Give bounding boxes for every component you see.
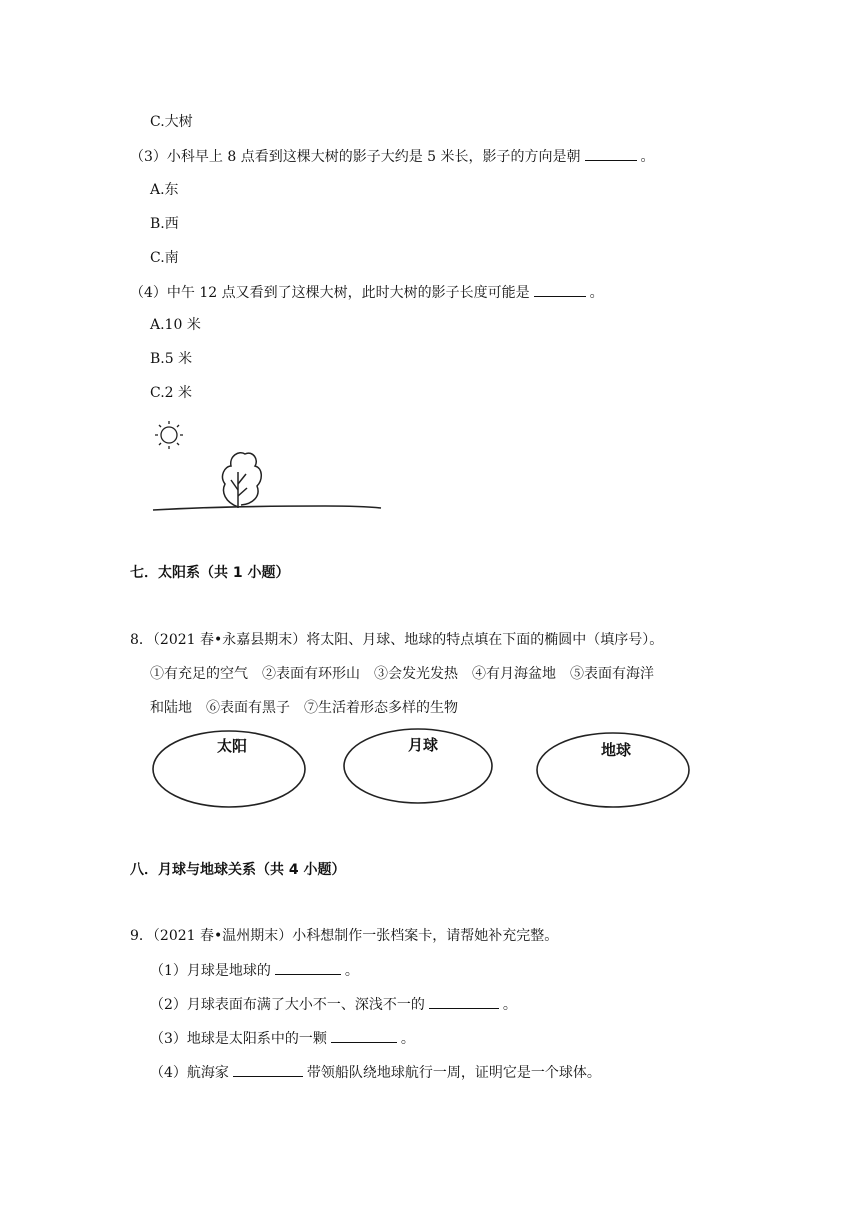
q9-sub4-text: （4）航海家 <box>150 1065 229 1081</box>
q9-sub1 <box>150 960 359 981</box>
q9-sub4 <box>150 1062 601 1083</box>
q8-features-line2: 和陆地 ⑥表面有黑子 ⑦生活着形态多样的生物 <box>150 700 458 716</box>
q8-features-line1: ①有充足的空气 ②表面有环形山 ③会发光发热 ④有月海盆地 ⑤表面有海洋 <box>150 666 654 682</box>
q9-sub4-end: 带领船队绕地球航行一周，证明它是一个球体。 <box>306 1065 601 1081</box>
q8-stem: 8．（2021 春•永嘉县期末）将太阳、月球、地球的特点填在下面的椭圆中（填序号）。 <box>130 632 664 648</box>
q8-ellipses <box>145 725 715 813</box>
answer-blank <box>331 1028 397 1043</box>
q7-sub3-option-b: B.西 <box>150 216 179 232</box>
q9-sub3-end: 。 <box>400 1031 415 1047</box>
answer-blank <box>429 994 499 1009</box>
q9-sub1-end: 。 <box>344 963 359 979</box>
sun-ellipse-label: 太阳 <box>217 737 248 755</box>
q7-sub3-option-c: C.南 <box>150 250 179 266</box>
answer-blank <box>534 282 586 297</box>
answer-blank <box>233 1062 303 1077</box>
sun-icon <box>155 421 183 449</box>
q7-sub4-option-c: C.2 米 <box>150 385 193 401</box>
q9-sub3 <box>150 1028 415 1049</box>
q9-sub2 <box>150 994 517 1015</box>
q7-sub4-option-a: A.10 米 <box>150 317 201 333</box>
q7-sub4 <box>130 282 604 303</box>
q7-sub4-text: （4）中午 12 点又看到了这棵大树，此时大树的影子长度可能是 <box>130 285 530 301</box>
q7-sub3-end: 。 <box>640 149 655 165</box>
q9-sub1-text: （1）月球是地球的 <box>150 963 271 979</box>
q9-sub3-text: （3）地球是太阳系中的一颗 <box>150 1031 327 1047</box>
q7-sub4-end: 。 <box>589 285 604 301</box>
answer-blank <box>275 960 341 975</box>
moon-ellipse-label: 月球 <box>408 736 439 754</box>
section-heading-moon-earth: 八．月球与地球关系（共 4 小题） <box>130 862 346 878</box>
q7-sub3-text: （3）小科早上 8 点看到这棵大树的影子大约是 5 米长，影子的方向是朝 <box>130 149 581 165</box>
tree-icon <box>223 453 262 508</box>
ground-line <box>153 506 381 510</box>
section-heading-solar-system: 七．太阳系（共 1 小题） <box>130 565 290 581</box>
earth-ellipse-label: 地球 <box>601 741 632 759</box>
q7-sub3 <box>130 146 655 167</box>
q7-sub4-option-b: B.5 米 <box>150 351 193 367</box>
q9-sub2-text: （2）月球表面布满了大小不一、深浅不一的 <box>150 997 425 1013</box>
option-c-big-tree: C.大树 <box>150 114 193 130</box>
q7-sub3-option-a: A.东 <box>150 182 179 198</box>
answer-blank <box>585 146 637 161</box>
q9-sub2-end: 。 <box>502 997 517 1013</box>
sun-tree-illustration <box>145 410 390 520</box>
q9-stem: 9．（2021 春•温州期末）小科想制作一张档案卡，请帮她补充完整。 <box>130 928 559 944</box>
